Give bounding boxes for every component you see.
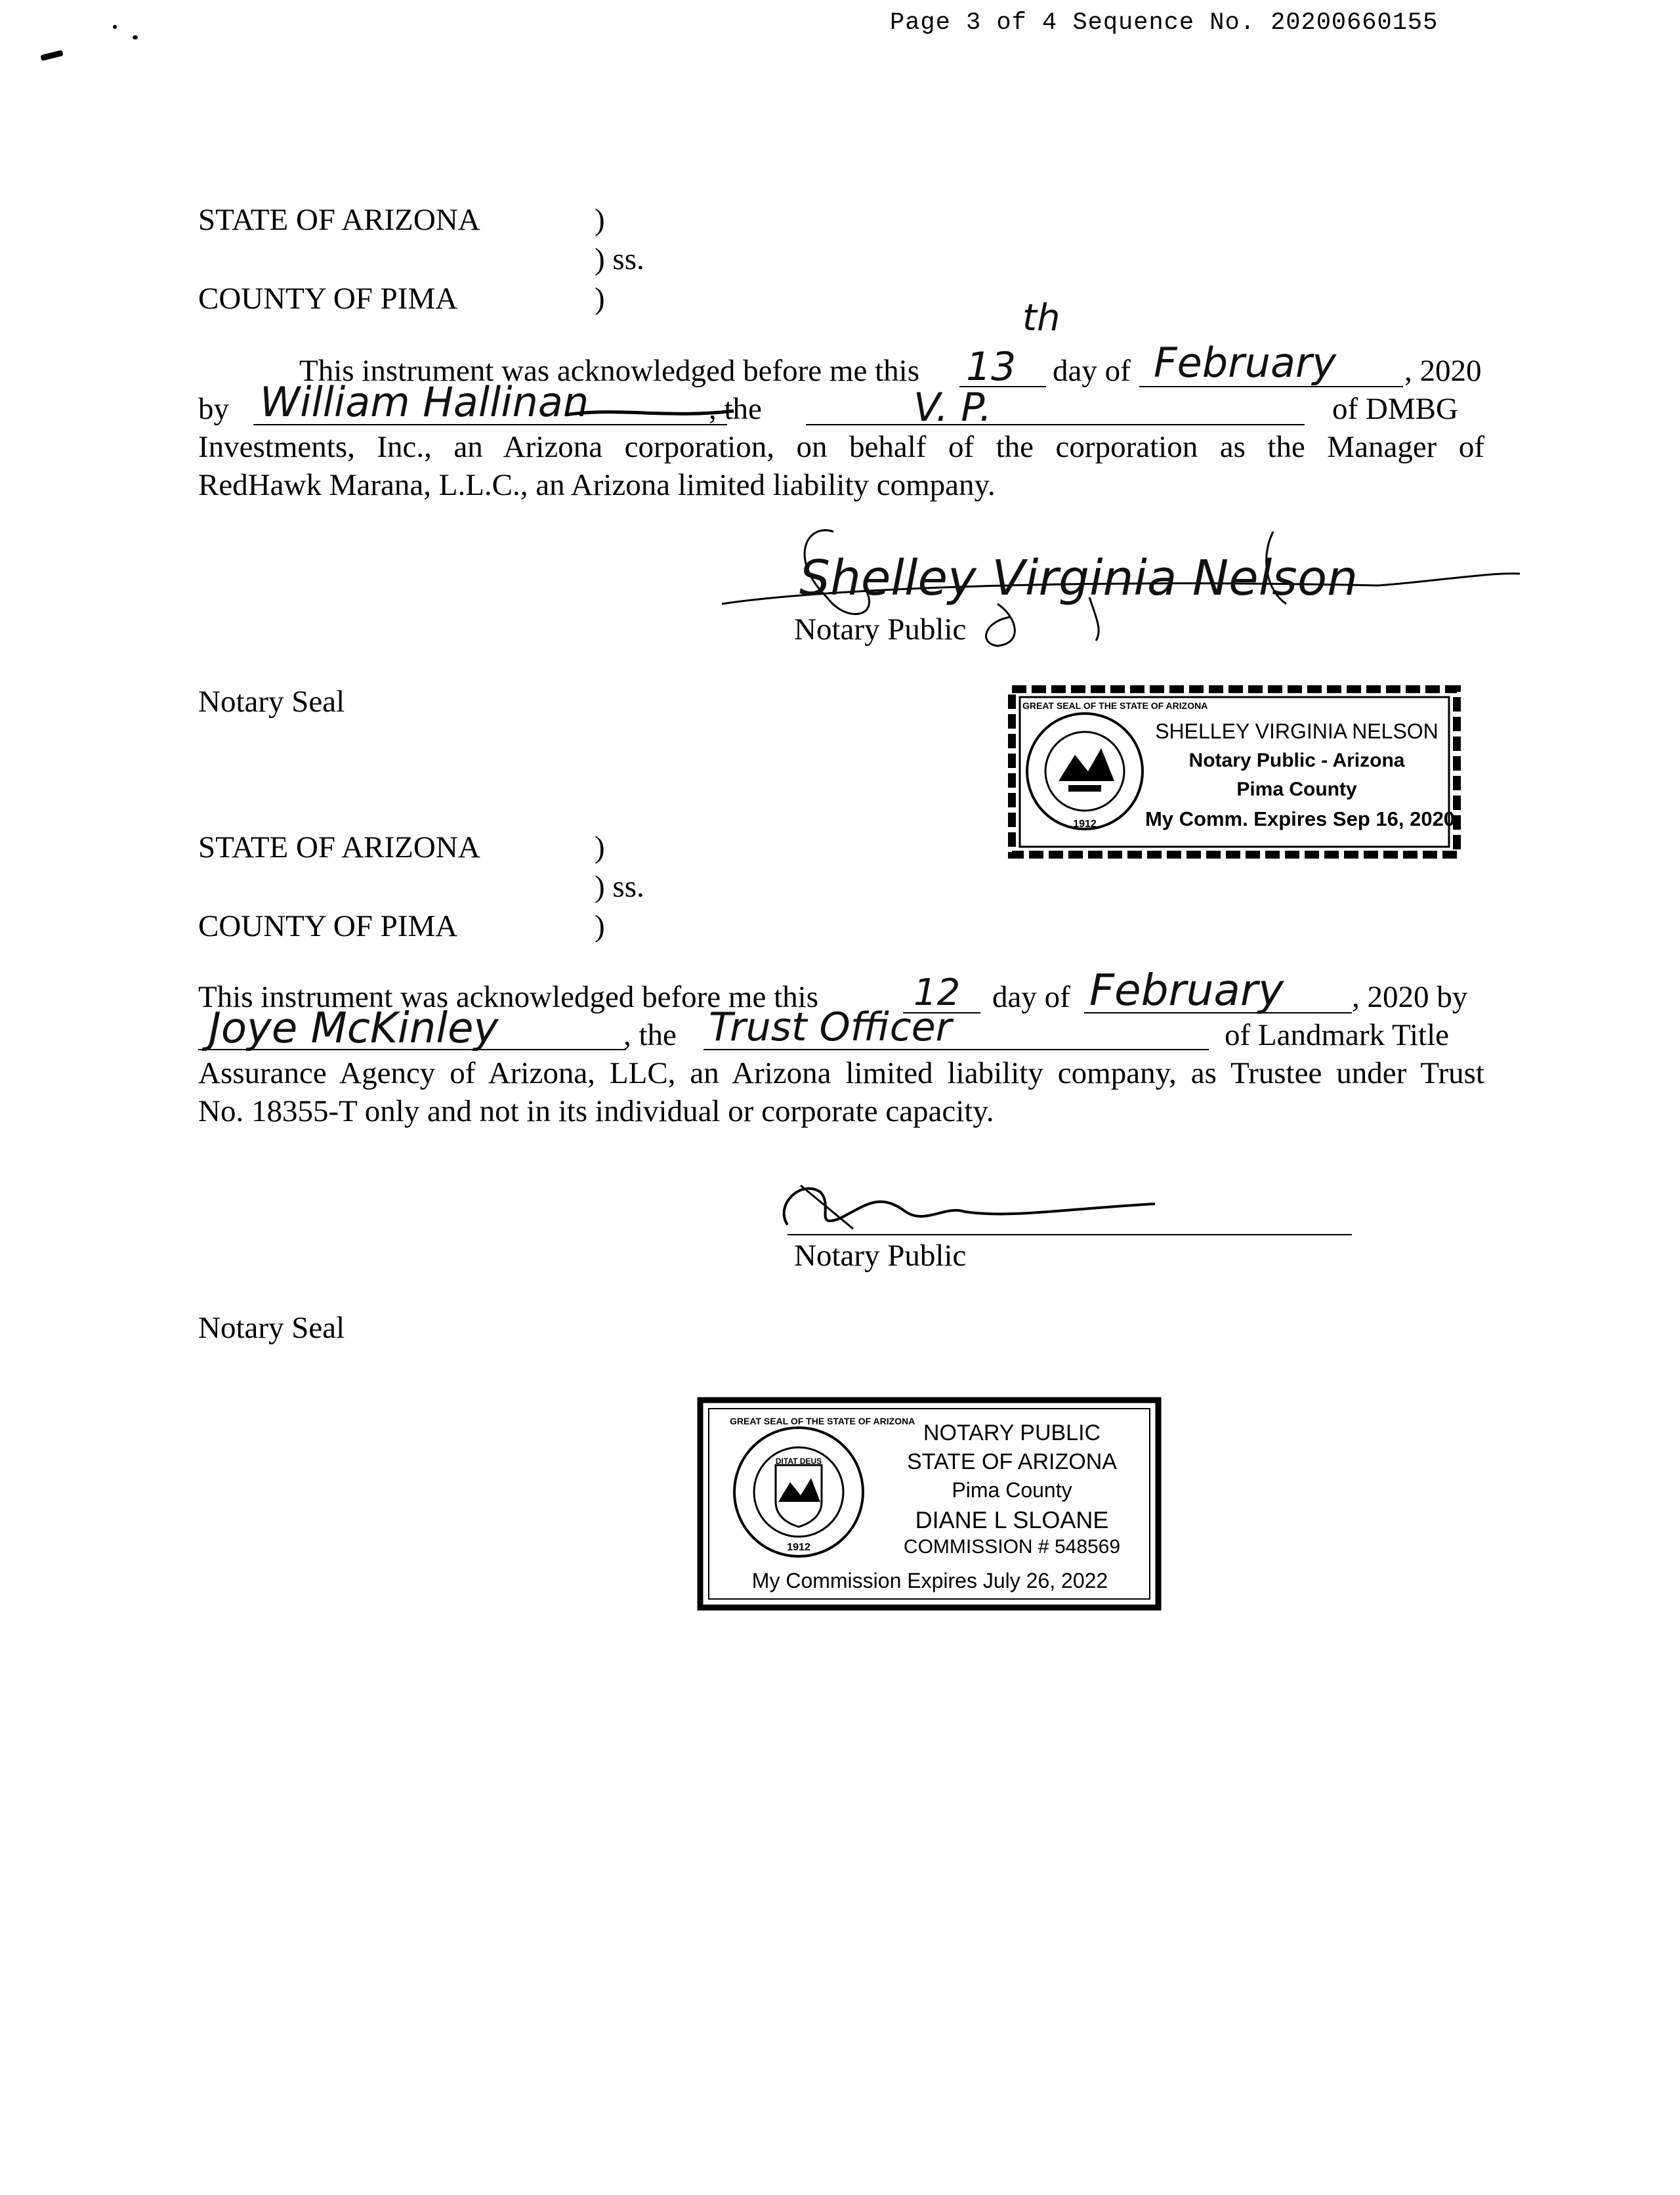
body-line: Investments, Inc., an Arizona corporation, on behalf of the corporation as the Manager of <box>198 430 1484 464</box>
title-blank <box>806 424 1305 425</box>
notary-stamp-1 <box>1008 685 1461 859</box>
arizona-seal-icon <box>730 1423 868 1561</box>
stamp-line-4: DIANE L SLOANE <box>915 1506 1109 1533</box>
stamp-expires: My Comm. Expires Sep 16, 2020 <box>1144 807 1456 830</box>
notary-seal-label: Notary Seal <box>198 1311 345 1345</box>
of-entity-text: of Landmark Title <box>1225 1018 1450 1052</box>
day-handwritten: 12 <box>914 971 961 1014</box>
seal-year: 1912 <box>787 1542 810 1553</box>
venue-county: COUNTY OF PIMA <box>198 909 458 943</box>
scan-speck <box>40 50 63 61</box>
of-entity-text: of DMBG <box>1332 392 1458 426</box>
title-handwritten: V. P. <box>914 385 992 431</box>
venue-paren: ) <box>595 830 605 864</box>
stamp-line-6: My Commission Expires July 26, 2022 <box>751 1569 1108 1592</box>
venue-paren: ) <box>595 282 605 316</box>
venue-state: STATE OF ARIZONA <box>198 203 480 237</box>
month-handwritten: February <box>1089 965 1284 1015</box>
notary-seal-label: Notary Seal <box>198 685 345 719</box>
notary-public-label: Notary Public <box>794 612 967 647</box>
stamp-line-5: COMMISSION # 548569 <box>903 1536 1121 1558</box>
title-handwritten: Trust Officer <box>709 1004 952 1050</box>
year-text: , 2020 <box>1404 354 1482 388</box>
seal-year: 1912 <box>1073 819 1097 830</box>
stamp-title: Notary Public - Arizona <box>1188 750 1405 771</box>
venue-county: COUNTY OF PIMA <box>198 282 458 316</box>
day-handwritten: 13 <box>966 344 1017 390</box>
ack-text: This instrument was acknowledged before me this <box>299 354 919 388</box>
venue-ss: ) ss. <box>595 870 644 904</box>
stamp-line-2: STATE OF ARIZONA <box>907 1449 1117 1474</box>
year-by-text: , 2020 by <box>1352 980 1468 1014</box>
the-text: , the <box>709 392 762 426</box>
day-of-text: day of <box>1053 354 1131 388</box>
scan-speck <box>113 25 117 29</box>
seal-motto: DITAT DEUS <box>775 1457 822 1466</box>
by-text: by <box>198 392 229 426</box>
venue-paren: ) <box>595 909 605 943</box>
the-text: , the <box>623 1018 677 1052</box>
arizona-seal-icon <box>1022 709 1147 834</box>
ack-text: This instrument was acknowledged before me this <box>198 980 818 1014</box>
stamp-name: SHELLEY VIRGINIA NELSON <box>1155 719 1438 743</box>
venue-state: STATE OF ARIZONA <box>198 830 480 864</box>
name-handwritten: William Hallinan <box>260 378 589 426</box>
scan-speck <box>133 35 138 39</box>
notary-public-label: Notary Public <box>794 1239 967 1273</box>
seal-ring-text: GREAT SEAL OF THE STATE OF ARIZONA <box>730 1416 915 1426</box>
venue-ss: ) ss. <box>595 242 644 276</box>
day-of-text: day of <box>992 980 1070 1014</box>
name-handwritten: Joye McKinley <box>209 1004 499 1053</box>
body-line: Assurance Agency of Arizona, LLC, an Arizona limited liability company, as Trustee under Trust <box>198 1056 1484 1090</box>
page-sequence-header: Page 3 of 4 Sequence No. 20200660155 <box>890 9 1438 37</box>
stamp-line-1: NOTARY PUBLIC <box>923 1420 1101 1445</box>
day-suffix-handwritten: th <box>1022 297 1060 339</box>
seal-ring-text: GREAT SEAL OF THE STATE OF ARIZONA <box>1022 700 1208 711</box>
body-line: No. 18355-T only and not in its individual or corporate capacity. <box>198 1094 994 1128</box>
notary-stamp-2 <box>697 1397 1162 1611</box>
notary-signature <box>761 1166 1181 1238</box>
stamp-line-3: Pima County <box>952 1478 1072 1502</box>
body-line: RedHawk Marana, L.L.C., an Arizona limited liability company. <box>198 468 996 502</box>
month-handwritten: February <box>1154 339 1337 387</box>
venue-paren: ) <box>595 203 605 237</box>
signature-line <box>788 1234 1352 1235</box>
signature-handwritten: Shelley Virginia Nelson <box>799 550 1358 607</box>
stamp-county: Pima County <box>1236 778 1357 800</box>
